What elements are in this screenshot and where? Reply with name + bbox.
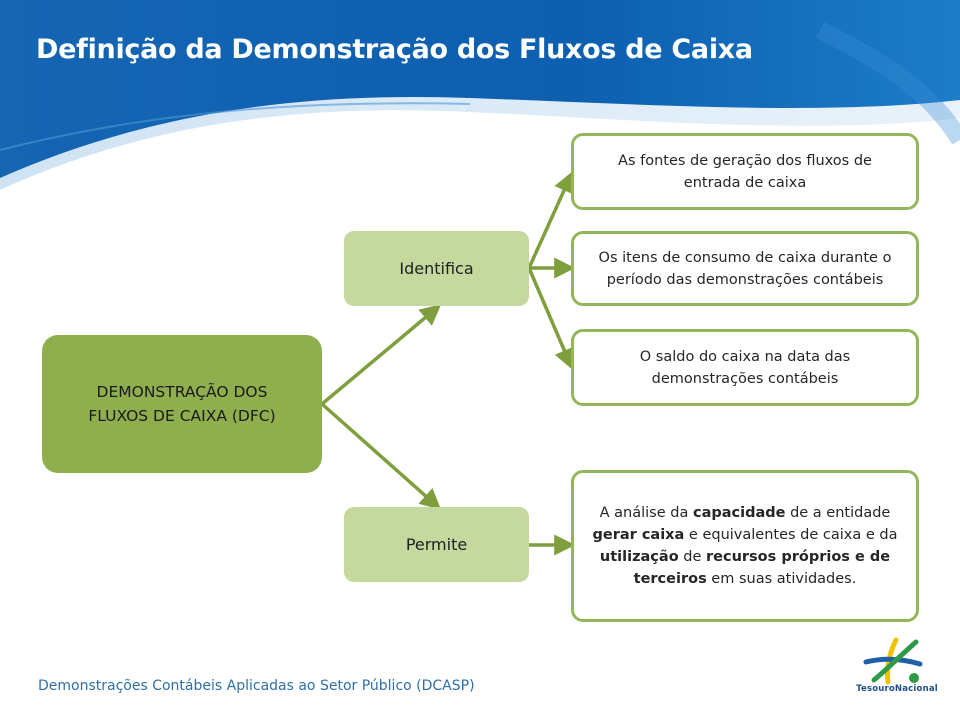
leaf-4-text-2: de a entidade (785, 505, 891, 521)
leaf-4-text-3: e equivalentes de caixa e da (684, 527, 898, 543)
root-node-dfc (42, 335, 322, 473)
leaf-4-text-4: de (678, 549, 706, 565)
leaf-4-bold-gerar-caixa: gerar caixa (592, 527, 685, 543)
connector-identifica-leaf-3 (529, 268, 571, 366)
leaf-saldo-caixa: O saldo do caixa na data das demonstrações contábeis (571, 329, 919, 406)
leaf-fontes-geracao: As fontes de geração dos fluxos de entrada de caixa (571, 133, 919, 210)
page-title: Definição da Demonstração dos Fluxos de Caixa (36, 34, 753, 65)
branch-identifica: Identifica (344, 231, 529, 306)
leaf-analise-capacidade (571, 470, 919, 622)
footer-text: Demonstrações Contábeis Aplicadas ao Setor Público (DCASP) (38, 678, 475, 694)
connector-root-permite (322, 404, 438, 507)
root-line-1: DEMONSTRAÇÃO DOS (96, 383, 268, 401)
leaf-itens-consumo: Os itens de consumo de caixa durante o período das demonstrações contábeis (571, 231, 919, 306)
leaf-4-bold-utilizacao: utilização (599, 549, 679, 565)
root-line-2: FLUXOS DE CAIXA (DFC) (88, 407, 276, 425)
leaf-4-bold-capacidade: capacidade (692, 505, 786, 521)
leaf-4-text-5: em suas atividades. (706, 571, 857, 587)
connector-root-identifica (322, 307, 438, 404)
logo-wordmark: TesouroNacional (856, 684, 938, 694)
leaf-4-text-1: A análise da (599, 505, 693, 521)
branch-permite: Permite (344, 507, 529, 582)
connector-identifica-leaf-1 (529, 175, 571, 268)
leaf-4-bold-recursos: recursos próprios e de terceiros (633, 549, 891, 587)
